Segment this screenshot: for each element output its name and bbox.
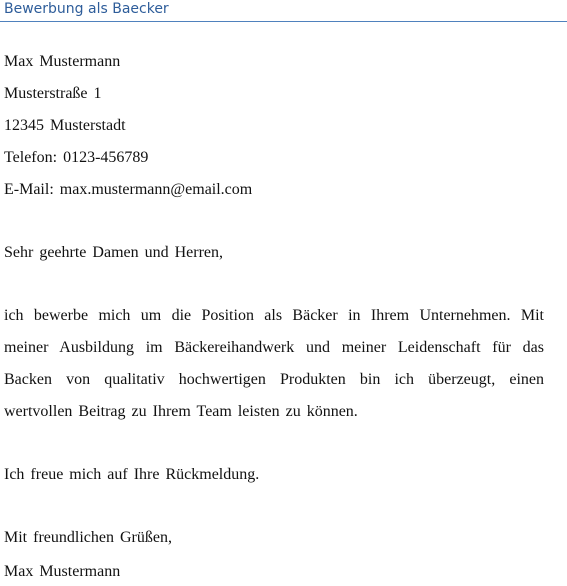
sender-name: Max Mustermann: [4, 53, 121, 70]
closing-phrase: Mit freundlichen Grüßen,: [4, 529, 172, 546]
closing-paragraph: Ich freue mich auf Ihre Rückmeldung.: [4, 466, 260, 483]
document-header: [0, 0, 567, 22]
signature-name: Max Mustermann: [4, 563, 121, 580]
spacer: [4, 428, 544, 459]
spacer: [4, 206, 544, 237]
letter-body: [4, 46, 544, 554]
sender-street: Musterstraße 1: [4, 85, 102, 102]
spacer: [4, 491, 544, 522]
sender-city: 12345 Musterstadt: [4, 117, 126, 134]
document-title: Bewerbung als Baecker: [4, 1, 169, 17]
sender-email: E-Mail: max.mustermann@email.com: [4, 181, 253, 198]
salutation: Sehr geehrte Damen und Herren,: [4, 244, 224, 261]
main-paragraph: ich bewerbe mich um die Position als Bäcker in Ihrem Unternehmen. Mit meiner Ausbildung im Bäckereihandwerk und meiner Leidenschaft für das Backen von qualitativ hochwertigen Produkten bin ich überzeugt, einen wertvollen Beitrag zu Ihrem Team leisten zu können.: [4, 307, 544, 420]
sender-phone: Telefon: 0123-456789: [4, 149, 149, 166]
spacer: [4, 269, 544, 300]
